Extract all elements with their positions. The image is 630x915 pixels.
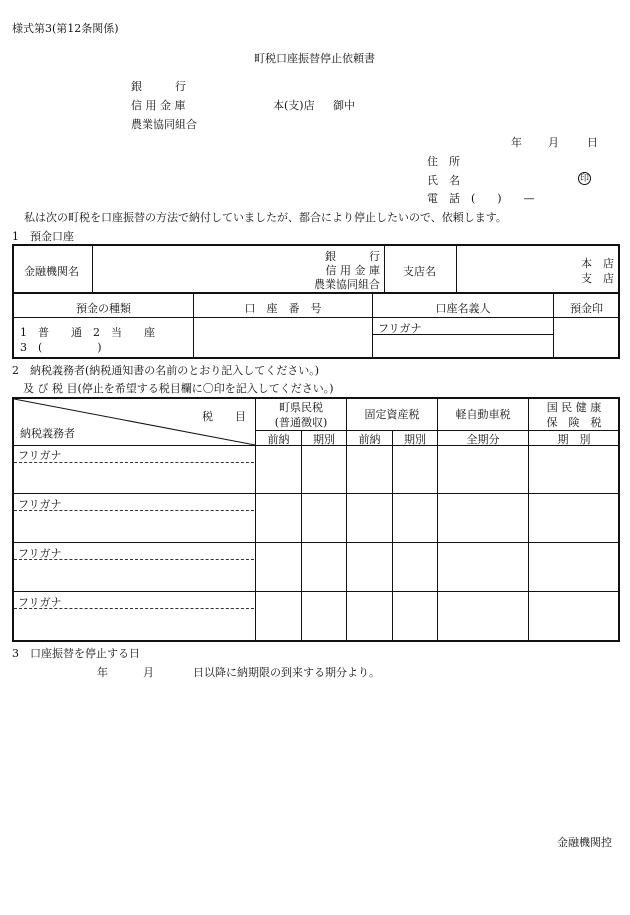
addressee-shinkin: 信 用 金 庫 xyxy=(131,99,186,112)
applicant-phone-label: 電 話 xyxy=(427,192,460,205)
seal-mark-icon: 印 xyxy=(579,174,589,184)
intro-text: 私は次の町税を口座振替の方法で納付していましたが、都合により停止したいので、依頼します。 xyxy=(24,211,507,224)
page-title: 町税口座振替停止依頼書 xyxy=(254,52,375,65)
diag-tax-item-label: 税 目 xyxy=(202,410,246,423)
taxpayer-row-furigana: フリガナ xyxy=(18,596,62,609)
sub-header-period: 期別 xyxy=(313,433,335,446)
tax-health-header: 国 民 健 康 xyxy=(546,401,602,414)
form-number: 様式第3(第12条関係) xyxy=(12,22,119,35)
branch-name-label: 支店名 xyxy=(403,265,436,278)
addressee-branch: 本(支)店 xyxy=(273,99,315,112)
applicant-phone-format: ( ) — xyxy=(471,192,535,205)
fi-type-nokyo: 農業協同組合 xyxy=(314,278,380,291)
tax-health-subtitle: 保 険 税 xyxy=(546,416,602,429)
taxpayer-row-furigana: フリガナ xyxy=(18,547,62,560)
tax-resident-header: 町県民税 xyxy=(279,401,323,414)
stop-date-month: 月 xyxy=(143,666,154,679)
deposit-type-header: 預金の種類 xyxy=(76,302,131,315)
date-day: 日 xyxy=(587,136,598,149)
account-holder-header: 口座名義人 xyxy=(435,302,491,315)
sub-header-prepay: 前納 xyxy=(358,433,381,446)
applicant-name-label: 氏 名 xyxy=(427,174,460,187)
addressee-bank: 銀 行 xyxy=(131,80,186,93)
section2-heading-line2: 及 び 税 目(停止を希望する税目欄に〇印を記入してください。) xyxy=(12,382,334,395)
fi-type-shinkin: 信 用 金 庫 xyxy=(325,264,380,277)
deposit-type-options: 1 普 通 2 当 座 xyxy=(20,326,155,339)
deposit-seal-header: 預金印 xyxy=(570,302,603,315)
addressee-honorific: 御中 xyxy=(333,99,355,112)
tax-lightvehicle-header: 軽自動車税 xyxy=(455,408,511,421)
branch-type-sub: 支 店 xyxy=(581,272,614,285)
fi-type-bank: 銀 行 xyxy=(325,250,380,263)
date-month: 月 xyxy=(548,136,559,149)
deposit-type-other: 3 ( ) xyxy=(20,341,102,354)
date-year: 年 xyxy=(511,136,522,149)
sub-header-period: 期別 xyxy=(404,433,426,446)
section3-heading: 3 口座振替を停止する日 xyxy=(12,647,140,660)
sub-header-prepay: 前納 xyxy=(267,433,290,446)
fi-name-label: 金融機関名 xyxy=(24,265,79,278)
taxpayer-row-furigana: フリガナ xyxy=(18,449,62,462)
holder-furigana-label: フリガナ xyxy=(378,322,422,335)
taxpayer-row-furigana: フリガナ xyxy=(18,498,62,511)
diag-taxpayer-label: 納税義務者 xyxy=(20,427,75,440)
branch-type-main: 本 店 xyxy=(581,257,614,270)
section2-heading-line1: 2 納税義務者(納税通知書の名前のとおり記入してください。) xyxy=(12,364,320,377)
tax-property-header: 固定資産税 xyxy=(364,408,420,421)
stop-date-year: 年 xyxy=(97,666,108,679)
sub-header-full-year: 全期分 xyxy=(466,433,500,446)
addressee-nokyo: 農業協同組合 xyxy=(131,118,197,131)
sub-header-period: 期 別 xyxy=(557,433,591,446)
stop-date-text: 日以降に納期限の到来する期分より。 xyxy=(193,666,380,679)
applicant-address-label: 住 所 xyxy=(427,155,460,168)
tax-resident-subtitle: (普通徴収) xyxy=(274,416,328,429)
section1-heading: 1 預金口座 xyxy=(12,230,74,243)
copy-label: 金融機関控 xyxy=(557,836,612,849)
account-number-header: 口 座 番 号 xyxy=(244,302,322,315)
